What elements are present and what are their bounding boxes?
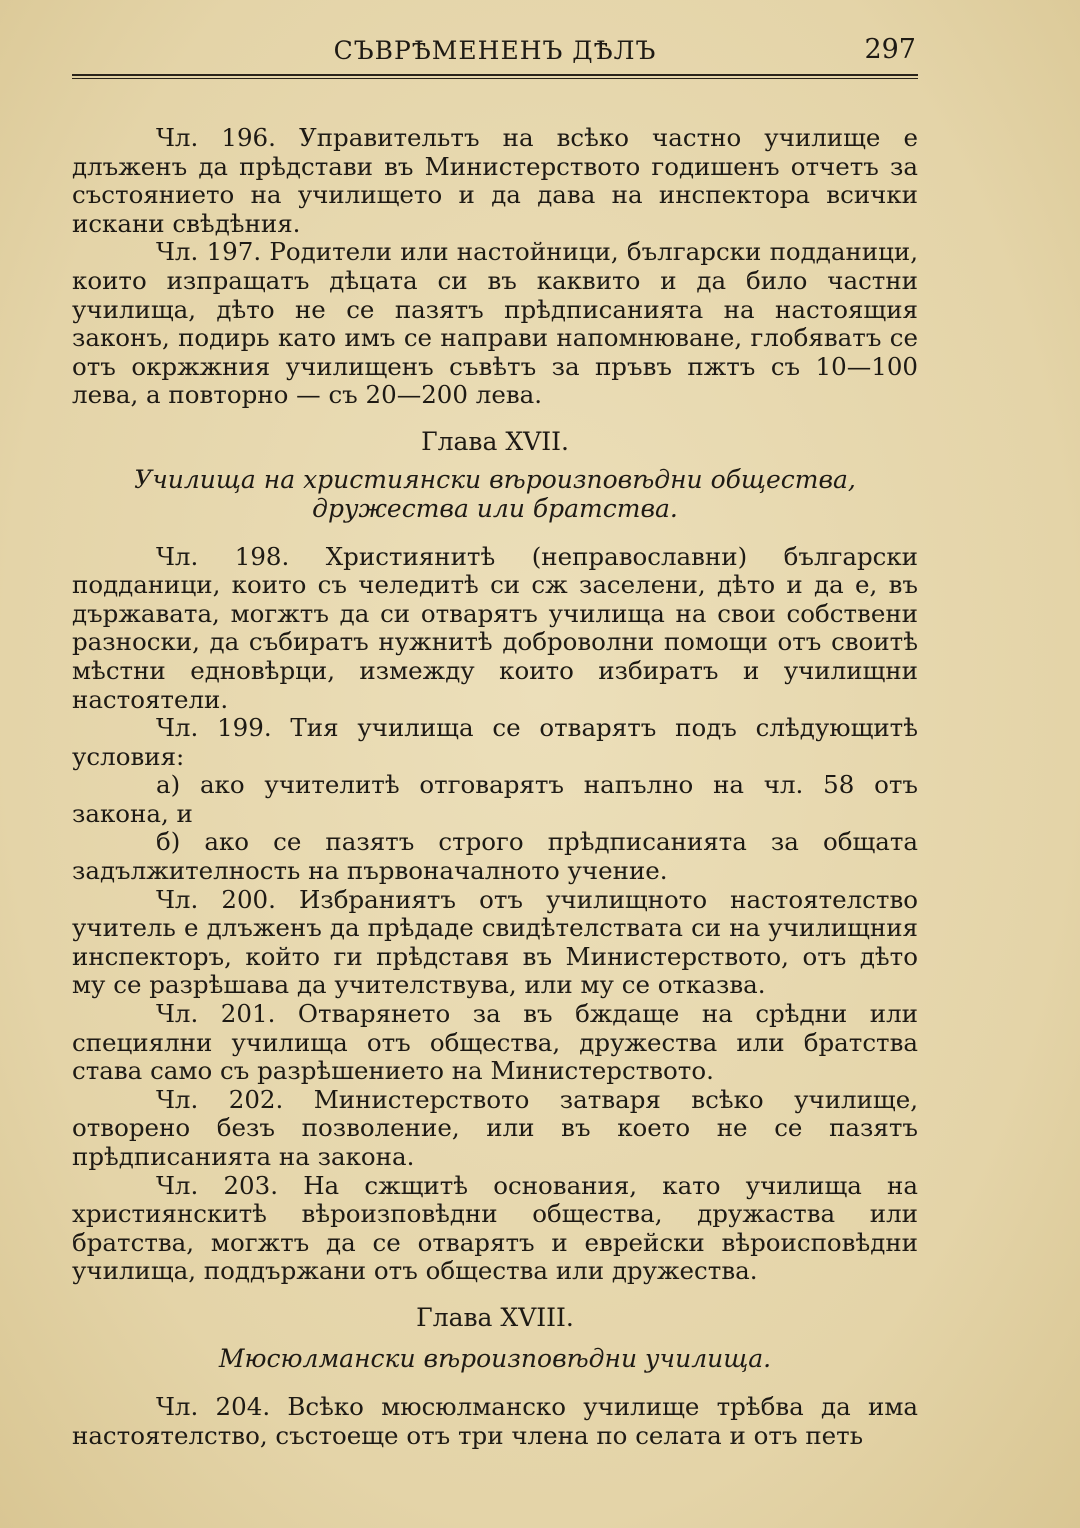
article-202: Чл. 202. Министерството затваря всѣко училище, отворено безъ позволение, или въ което не се пазятъ прѣдписанията на закона. (72, 1084, 918, 1171)
article-198: Чл. 198. Християнитѣ (неправославни) български подданици, които съ челедитѣ си сж заселени, дѣто и да е, въ държавата, могжтъ да си отварятъ училища на свои собствени разноски, да събиратъ нужнитѣ доброволни помощи отъ своитѣ мѣстни едновѣрци, измежду които избиратъ и училищни настоятели. (72, 541, 918, 714)
article-197: Чл. 197. Родители или настойници, български подданици, които изпращатъ дѣцата си въ каквито и да било частни училища, дѣто не се пазятъ прѣдписанията на настоящия законъ, подирь като имъ се направи напомнюване, глобяватъ се отъ окржжния училищенъ съвѣтъ за пръвъ пжтъ съ 10—100 лева, а повторно — съ 20—200 лева. (72, 237, 918, 410)
chapter-title-18: Мюсюлмански вѣроизповѣдни училища. (218, 1343, 772, 1373)
chapter-title-17: Училища на християнски вѣроизповѣдни общества, дружества или братства. (134, 464, 856, 523)
article-199: Чл. 199. Тия училища се отварятъ подъ слѣдующитѣ условия: (72, 713, 918, 771)
article-204: Чл. 204. Всѣко мюсюлманско училище трѣбва да има настоятелство, състоеще отъ три члена по селата и отъ петь (72, 1392, 918, 1450)
running-title: СЪВРѢМЕНЕНЪ ДѢЛЪ (333, 36, 657, 65)
article-200: Чл. 200. Избраниятъ отъ училищното настоятелство учитель е длъженъ да прѣдаде свидѣтелствата си на училищния инспекторъ, който ги прѣдставя въ Министерството, отъ дѣто му се разрѣшава да учителствува, или му се отказва. (72, 884, 918, 1000)
chapter-heading-18: Глава XVIII. (416, 1302, 574, 1332)
article-196: Чл. 196. Управительтъ на всѣко частно училище е длъженъ да прѣдстави въ Министерството годишенъ отчетъ за състоянието на училището и да дава на инспектора всички искани свѣдѣния. (72, 123, 918, 238)
article-199-item-a: а) ако учителитѣ отговарятъ напълно на чл. 58 отъ закона, и (72, 770, 918, 828)
chapter-heading-17: Глава XVII. (421, 426, 569, 456)
article-199-item-b: б) ако се пазятъ строго прѣдписанията за общата задължителность на първоначалното учение. (72, 827, 918, 886)
page-body (72, 124, 918, 1450)
page-number: 297 (864, 34, 916, 65)
article-203: Чл. 203. На сжщитѣ основания, като училища на християнскитѣ вѣроизповѣдни общества, дружаства или братства, могжтъ да се отварятъ и еврейски вѣроисповѣдни училища, поддържани отъ общества или дружества. (72, 1170, 918, 1286)
page-header (72, 30, 918, 76)
header-rule (72, 74, 918, 79)
article-201: Чл. 201. Отварянето за въ бждаще на срѣдни или специялни училища отъ общества, дружества или братства става само съ разрѣшението на Министерството. (72, 999, 918, 1086)
